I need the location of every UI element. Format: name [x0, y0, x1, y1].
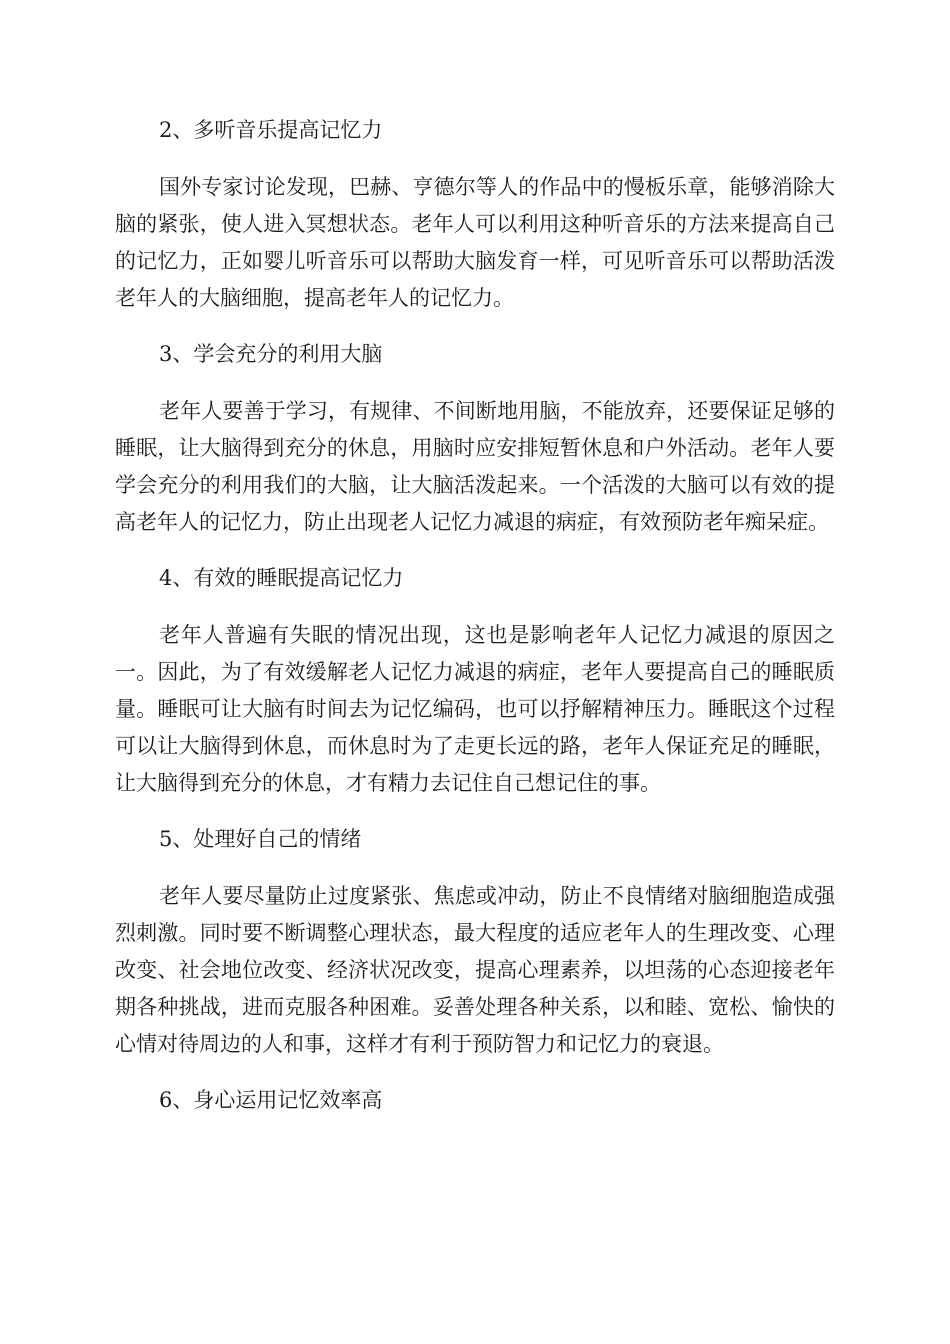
document-body [115, 112, 835, 1119]
section-heading-5: 5、处理好自己的情绪 [159, 827, 362, 851]
section-paragraph-3: 老年人要善于学习，有规律、不间断地用脑，不能放弃，还要保证足够的睡眠，让大脑得到充分的休息，用脑时应安排短暂休息和户外活动。老年人要学会充分的利用我们的大脑，让大脑活泼起来。一个活泼的大脑可以有效的提高老年人的记忆力，防止出现老人记忆力减退的病症，有效预防老年痴呆症。 [115, 399, 835, 534]
section-heading-4: 4、有效的睡眠提高记忆力 [159, 566, 404, 590]
section-paragraph-2: 国外专家讨论发现，巴赫、亨德尔等人的作品中的慢板乐章，能够消除大脑的紧张，使人进入冥想状态。老年人可以利用这种听音乐的方法来提高自己的记忆力，正如婴儿听音乐可以帮助大脑发育一样，可见听音乐可以帮助活泼老年人的大脑细胞，提高老年人的记忆力。 [115, 175, 835, 310]
section-paragraph-5: 老年人要尽量防止过度紧张、焦虑或冲动，防止不良情绪对脑细胞造成强烈刺激。同时要不断调整心理状态，最大程度的适应老年人的生理改变、心理改变、社会地位改变、经济状况改变，提高心理素养，以坦荡的心态迎接老年期各种挑战，进而克服各种困难。妥善处理各种关系，以和睦、宽松、愉快的心情对待周边的人和事，这样才有利于预防智力和记忆力的衰退。 [115, 884, 835, 1056]
section-paragraph-4: 老年人普遍有失眠的情况出现，这也是影响老年人记忆力减退的原因之一。因此，为了有效缓解老人记忆力减退的病症，老年人要提高自己的睡眠质量。睡眠可让大脑有时间去为记忆编码，也可以抒解精神压力。睡眠这个过程可以让大脑得到休息，而休息时为了走更长远的路，老年人保证充足的睡眠，让大脑得到充分的休息，才有精力去记住自己想记住的事。 [115, 623, 835, 795]
section-heading-2: 2、多听音乐提高记忆力 [159, 118, 383, 142]
section-heading-3: 3、学会充分的利用大脑 [159, 342, 383, 366]
section-heading-6: 6、身心运用记忆效率高 [159, 1088, 383, 1112]
